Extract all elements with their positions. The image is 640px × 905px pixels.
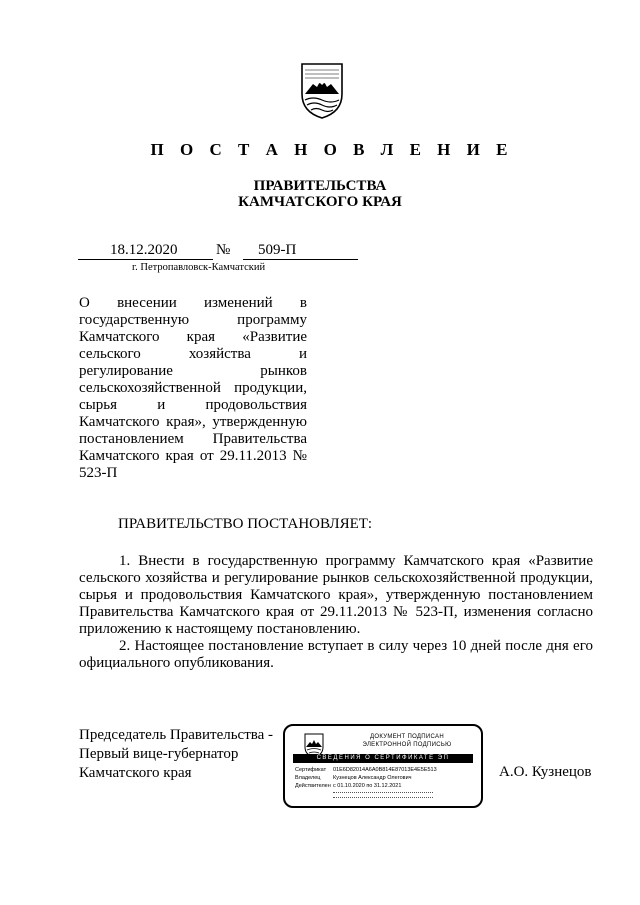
- date-underline: [78, 259, 213, 260]
- document-number: 509-П: [258, 242, 297, 258]
- stamp-header-1: ДОКУМЕНТ ПОДПИСАН: [370, 734, 444, 740]
- certificate-label: Сертификат: [295, 767, 327, 773]
- validity-label: Действителен: [295, 783, 331, 789]
- validity-value: с 01.10.2020 по 31.12.2021: [333, 783, 402, 789]
- signatory-title-line-2: Первый вице-губернатор: [79, 746, 239, 762]
- owner-label: Владелец: [295, 775, 321, 781]
- signatory-title-line-1: Председатель Правительства -: [79, 727, 274, 743]
- stamp-footer-pattern: [333, 792, 433, 798]
- number-sign: №: [216, 242, 231, 258]
- kamchatka-emblem-icon: [299, 60, 345, 120]
- document-subject: О внесении изменений в государственную программу Камчатского края «Развитие сельского хозяйства и регулирование рынков сельскохозяйственной продукции, сырья и продовольствия Камчатского края», утвержденную постановлением Правительства Камчатского края от 29.11.2013 № 523-П: [79, 295, 307, 481]
- signatory-title: [79, 726, 273, 783]
- paragraph-2: 2. Настоящее постановление вступает в силу через 10 дней после дня его официального опубликования.: [79, 638, 593, 671]
- city-label: г. Петропавловск-Камчатский: [132, 262, 266, 273]
- registration-line: [78, 242, 358, 260]
- stamp-certificate-bar: СВЕДЕНИЯ О СЕРТИФИКАТЕ ЭП: [293, 754, 473, 763]
- paragraph-1: 1. Внести в государственную программу Камчатского края «Развитие сельского хозяйства и регулирование рынков сельскохозяйственной продукции, сырья и продовольствия Камчатского края», утвержденную постановлением Правительства Камчатского края от 29.11.2013 № 523-П, изменения согласно приложению к настоящему постановлению.: [79, 553, 593, 637]
- stamp-header-2: ЭЛЕКТРОННОЙ ПОДПИСЬЮ: [362, 742, 452, 748]
- document-date: 18.12.2020: [110, 242, 178, 258]
- signatory-title-line-3: Камчатского края: [79, 765, 192, 781]
- stamp-certificate-row: [295, 767, 437, 774]
- stamp-validity-row: [295, 783, 401, 790]
- electronic-signature-stamp: [283, 724, 483, 808]
- signer-name: А.О. Кузнецов: [499, 764, 592, 780]
- document-type-title: П О С Т А Н О В Л Е Н И Е: [150, 140, 514, 159]
- issuer-line-2: КАМЧАТСКОГО КРАЯ: [238, 194, 402, 210]
- number-underline: [243, 259, 358, 260]
- decree-heading: ПРАВИТЕЛЬСТВО ПОСТАНОВЛЯЕТ:: [118, 516, 373, 532]
- issuer-line-1: ПРАВИТЕЛЬСТВА: [253, 178, 387, 194]
- stamp-owner-row: [295, 775, 412, 782]
- owner-value: Кузнецов Александр Олегович: [333, 775, 412, 781]
- certificate-value: 01E6D82014A6A0B814E87013E4E5E513: [333, 767, 437, 773]
